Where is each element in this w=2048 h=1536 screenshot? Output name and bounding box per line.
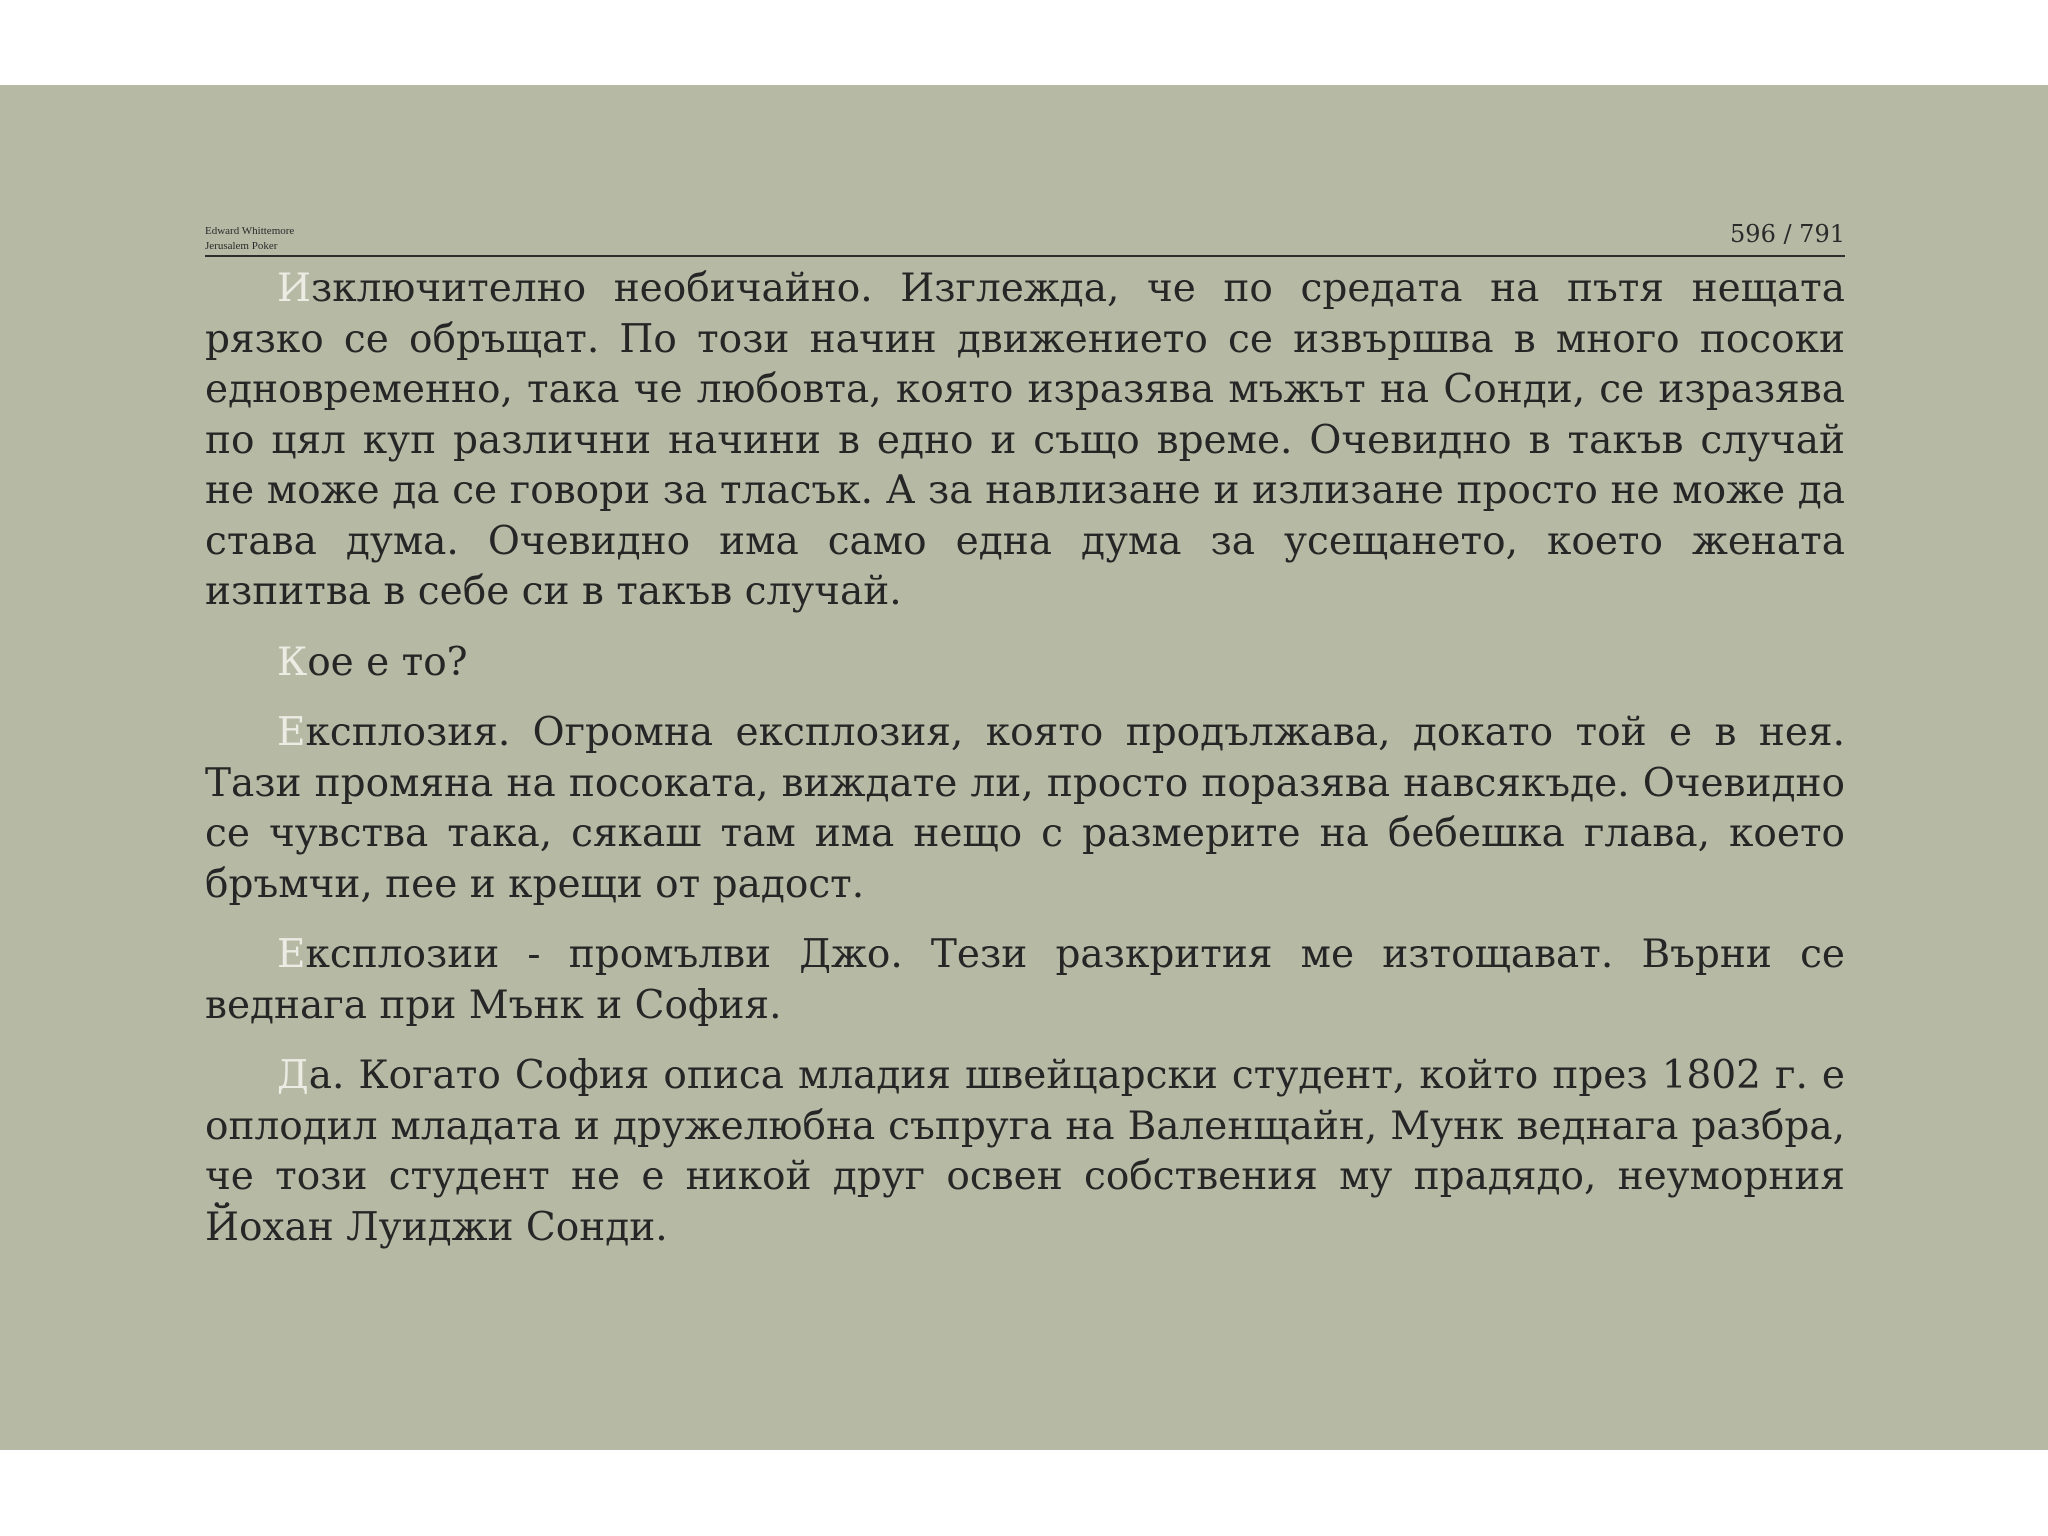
drop-initial: Е [277, 710, 306, 755]
drop-initial: К [277, 639, 308, 685]
page-header [205, 136, 1845, 258]
drop-initial: И [277, 266, 312, 311]
paragraph [205, 930, 1845, 1031]
author-name: Edward Whittemore [205, 225, 295, 237]
book-title: Jerusalem Poker [205, 240, 278, 252]
paragraph-text: ксплозии - промълви Джо. Тези разкрития ме изтощават. Върни се веднага при Мънк и София. [205, 932, 1845, 1028]
running-header [205, 224, 294, 254]
paragraph-text: ое е то? [307, 639, 468, 685]
drop-initial: Д [277, 1053, 309, 1098]
drop-initial: Е [277, 932, 306, 977]
header-divider [205, 255, 1845, 257]
paragraph [205, 708, 1845, 910]
paragraph-text: а. Когато София описа младия швейцарски студент, който през 1802 г. е оплодил младата и дружелюбна съпруга на Валенщайн, Мунк веднага разбра, че този студент не е никой друг освен собствения му прадядо, неуморния Йохан Луиджи Сонди. [205, 1053, 1845, 1250]
paragraph-text: зключително необичайно. Изглежда, че по средата на пътя нещата рязко се обръщат. По този начин движението се извършва в много посоки едновременно, така че любовта, която изразява мъжът на Сонди, се изразява по цял куп различни начини в едно и също време. Очевидно в такъв случай не може да се говори за тласък. А за навлизане и излизане просто не може да става дума. Очевидно има само една дума за усещането, което жената изпитва в себе си в такъв случай. [205, 266, 1845, 614]
page-text [205, 264, 1845, 1273]
paragraph [205, 1051, 1845, 1253]
page-indicator: 596 / 791 [1730, 220, 1845, 248]
paragraph [205, 638, 1845, 689]
paragraph-text: ксплозия. Огромна експлозия, която продължава, докато той е в нея. Тази промяна на посоката, виждате ли, просто поразява навсякъде. Очевидно се чувства така, сякаш там има нещо с размерите на бебешка глава, което бръмчи, пее и крещи от радост. [205, 710, 1845, 907]
paragraph [205, 264, 1845, 618]
